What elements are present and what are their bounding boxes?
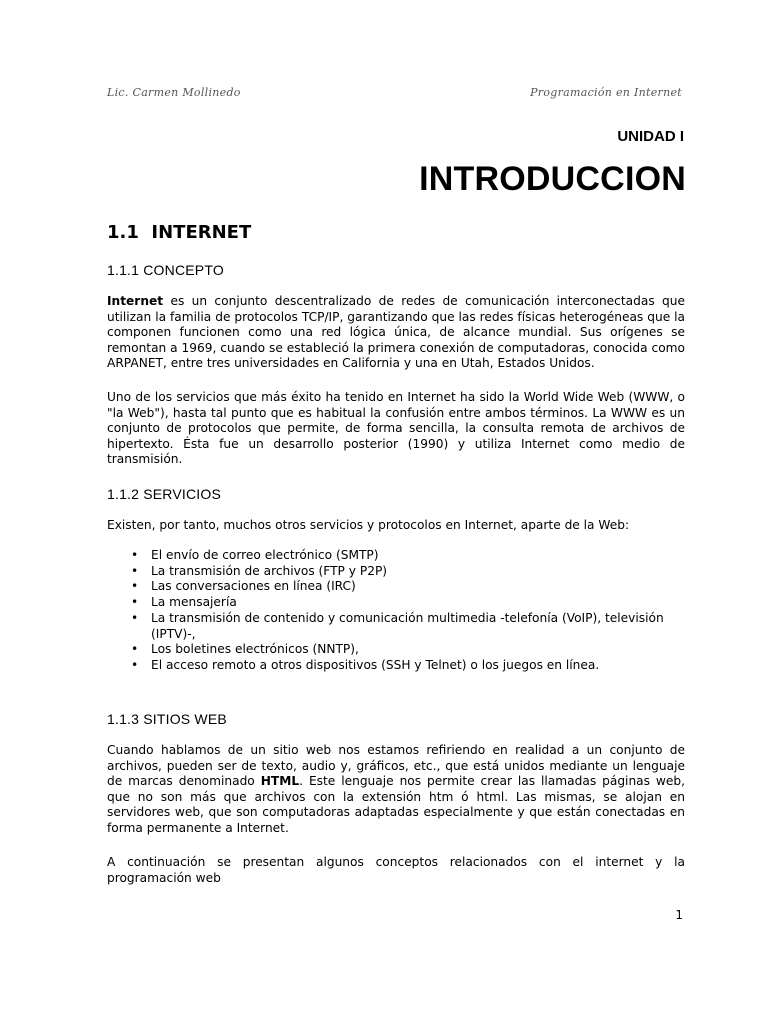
bullet-icon: • (131, 579, 139, 594)
sites-heading: 1.1.3 SITIOS WEB (107, 711, 227, 727)
sites-paragraph-1: Cuando hablamos de un sitio web nos estamos refiriendo en realidad a un conjunto de archivos, pueden ser de texto, audio y, gráficos, etc., que está unidos mediante un lenguaje de marcas denominado HTML. Este lenguaje nos permite crear las llamadas páginas web, que no son más que archivos con la extensión htm ó html. Las mismas, se alojan en servidores web, que son computadoras adaptadas especialmente y que están conectadas en forma permanente a Internet. (107, 743, 685, 835)
header-course: Programación en Internet (530, 86, 682, 99)
list-item: • El acceso remoto a otros dispositivos (SSH y Telnet) o los juegos en línea. (131, 657, 600, 672)
sites-paragraph-2: A continuación se presentan algunos conceptos relacionados con el internet y la programación web (107, 855, 685, 885)
page-title: INTRODUCCION (419, 160, 686, 198)
concept-paragraph-2: Uno de los servicios que más éxito ha tenido en Internet ha sido la World Wide Web (WWW, o "la Web"), hasta tal punto que es habitual la confusión entre ambos términos. La WWW es un conjunto de protocolos que permite, de forma sencilla, la consulta remota de archivos de hipertexto. Ésta fue un desarrollo posterior (1990) y utiliza Internet como medio de transmisión. (107, 390, 685, 467)
html-bold-term: HTML (260, 774, 300, 789)
bullet-icon: • (131, 563, 139, 578)
concept-paragraph-1 (107, 294, 685, 372)
list-item: • La transmisión de archivos (FTP y P2P) (131, 563, 388, 578)
list-item: • El envío de correo electrónico (SMTP) (131, 548, 379, 562)
list-item: • Las conversaciones en línea (IRC) (131, 579, 356, 594)
services-list (107, 548, 685, 674)
list-item: • Los boletines electrónicos (NNTP), (131, 642, 359, 657)
list-item: • La transmisión de contenido y comunicación multimedia -telefonía (VoIP), televisión (IPTV)-, (131, 610, 664, 641)
header-author: Lic. Carmen Mollinedo (107, 86, 241, 99)
bullet-icon: • (131, 657, 139, 672)
page-number: 1 (675, 908, 683, 922)
bullet-icon: • (131, 548, 139, 562)
bullet-icon: • (131, 610, 139, 625)
concept-heading: 1.1.1 CONCEPTO (107, 262, 224, 278)
services-heading: 1.1.2 SERVICIOS (107, 486, 222, 502)
unit-label: UNIDAD I (617, 128, 684, 145)
concept-paragraph-1-text: es un conjunto descentralizado de redes de comunicación interconectadas que utilizan la familia de protocolos TCP/IP, garantizando que las redes físicas heterogéneas que la componen funcionen como una red lógica única, de alcance mundial. Sus orígenes se remontan a 1969, cuando se estableció la primera conexión de computadoras, conocida como ARPANET, entre tres universidades en California y una en Utah, Estados Unidos. (107, 294, 685, 371)
bullet-icon: • (131, 642, 139, 657)
list-item: • La mensajería (131, 595, 237, 610)
bullet-icon: • (131, 595, 139, 610)
services-intro: Existen, por tanto, muchos otros servicios y protocolos en Internet, aparte de la Web: (107, 518, 630, 532)
section-heading: 1.1 INTERNET (107, 222, 252, 243)
internet-bold-term: Internet (107, 294, 164, 308)
